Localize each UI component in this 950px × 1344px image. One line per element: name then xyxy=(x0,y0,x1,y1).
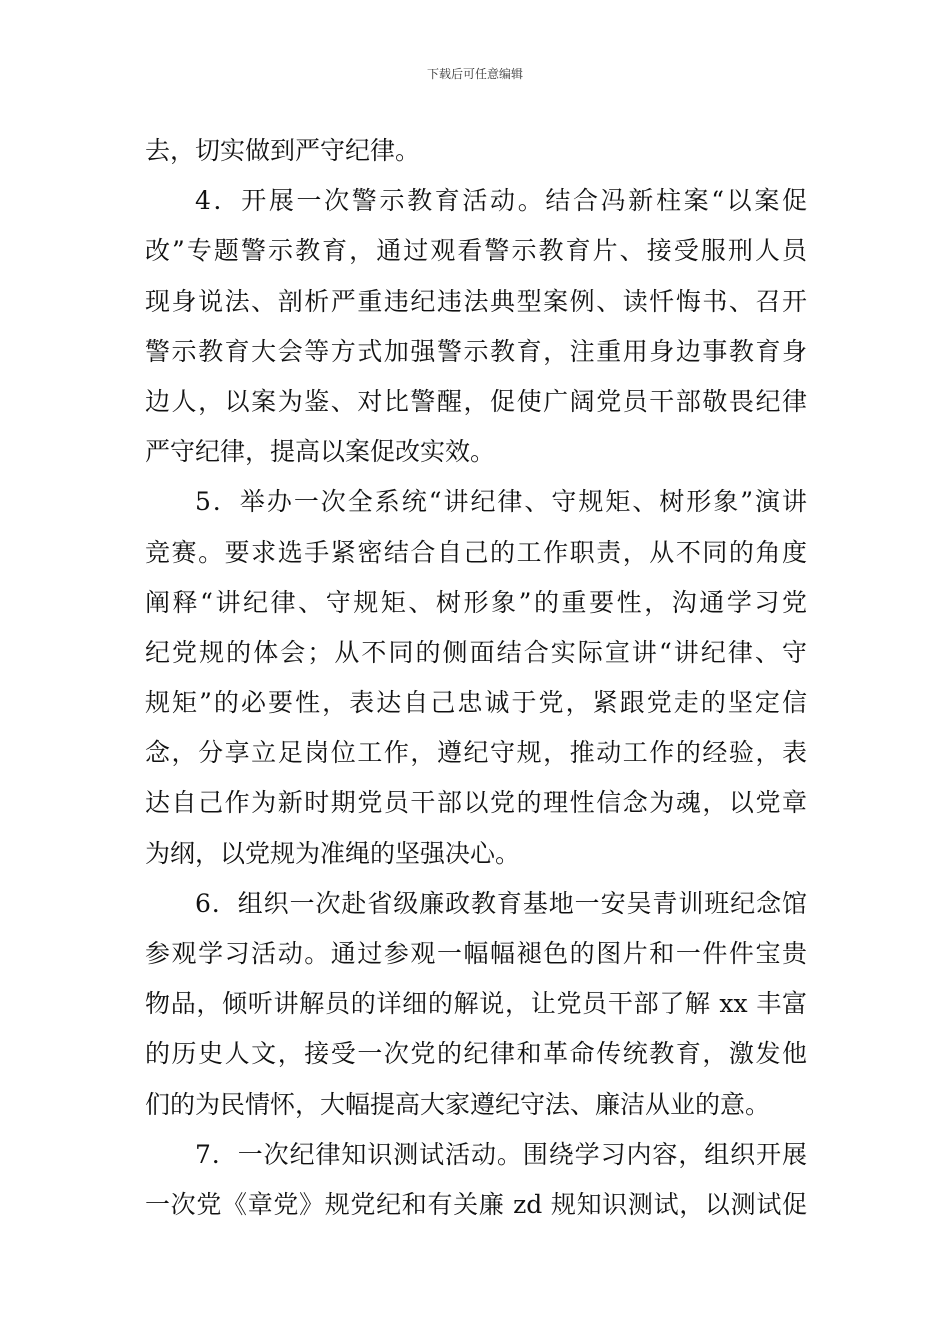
text-line: 改”专题警示教育，通过观看警示教育片、接受服刑人员 xyxy=(145,236,807,266)
text-line: 警示教育大会等方式加强警示教育，注重用身边事教育身 xyxy=(145,336,807,366)
text-line: 竞赛。要求选手紧密结合自己的工作职责，从不同的角度 xyxy=(145,537,807,567)
text-line: 物品，倾听讲解员的详细的解说，让党员干部了解 xx 丰富 xyxy=(145,989,807,1019)
text-line: 规矩”的必要性，表达自己忠诚于党，紧跟党走的坚定信 xyxy=(145,688,807,718)
text-line: 严守纪律，提高以案促改实效。 xyxy=(145,437,496,467)
paragraph-item-4 xyxy=(145,176,807,477)
text-line: 去，切实做到严守纪律。 xyxy=(145,136,421,165)
text-line: 4．开展一次警示教育活动。结合冯新柱案“以案促 xyxy=(195,186,807,216)
document-body xyxy=(145,126,807,1230)
text-line: 阐释“讲纪律、守规矩、树形象”的重要性，沟通学习党 xyxy=(145,587,807,617)
text-line: 6．组织一次赴省级廉政教育基地一安吴青训班纪念馆 xyxy=(195,888,807,918)
text-line: 7．一次纪律知识测试活动。围绕学习内容，组织开展 xyxy=(195,1139,807,1169)
text-line: 边人，以案为鉴、对比警醒，促使广阔党员干部敬畏纪律 xyxy=(145,386,807,416)
paragraph-item-5 xyxy=(145,477,807,879)
text-line: 为纲，以党规为准绳的坚强决心。 xyxy=(145,838,521,868)
text-line: 纪党规的体会；从不同的侧面结合实际宣讲“讲纪律、守 xyxy=(145,637,807,667)
text-line: 5．举办一次全系统“讲纪律、守规矩、树形象”演讲 xyxy=(195,487,807,517)
text-line: 的历史人文，接受一次党的纪律和革命传统教育，激发他 xyxy=(145,1039,807,1069)
text-line: 达自己作为新时期党员干部以党的理性信念为魂，以党章 xyxy=(145,788,807,818)
paragraph-item-7 xyxy=(145,1130,807,1230)
text-line: 参观学习活动。通过参观一幅幅褪色的图片和一件件宝贵 xyxy=(145,939,807,968)
text-line: 们的为民情怀，大幅提高大家遵纪守法、廉洁从业的意。 xyxy=(145,1089,771,1119)
text-line: 现身说法、剖析严重违纪违法典型案例、读忏悔书、召开 xyxy=(145,286,807,316)
page-header: 下载后可任意编辑 xyxy=(426,67,523,81)
text-line: 念，分享立足岗位工作，遵纪守规，推动工作的经验，表 xyxy=(145,738,807,768)
text-line: 一次党《章党》规党纪和有关廉 zd 规知识测试，以测试促 xyxy=(145,1189,807,1219)
paragraph-continuation xyxy=(145,126,807,176)
paragraph-item-6 xyxy=(145,879,807,1130)
